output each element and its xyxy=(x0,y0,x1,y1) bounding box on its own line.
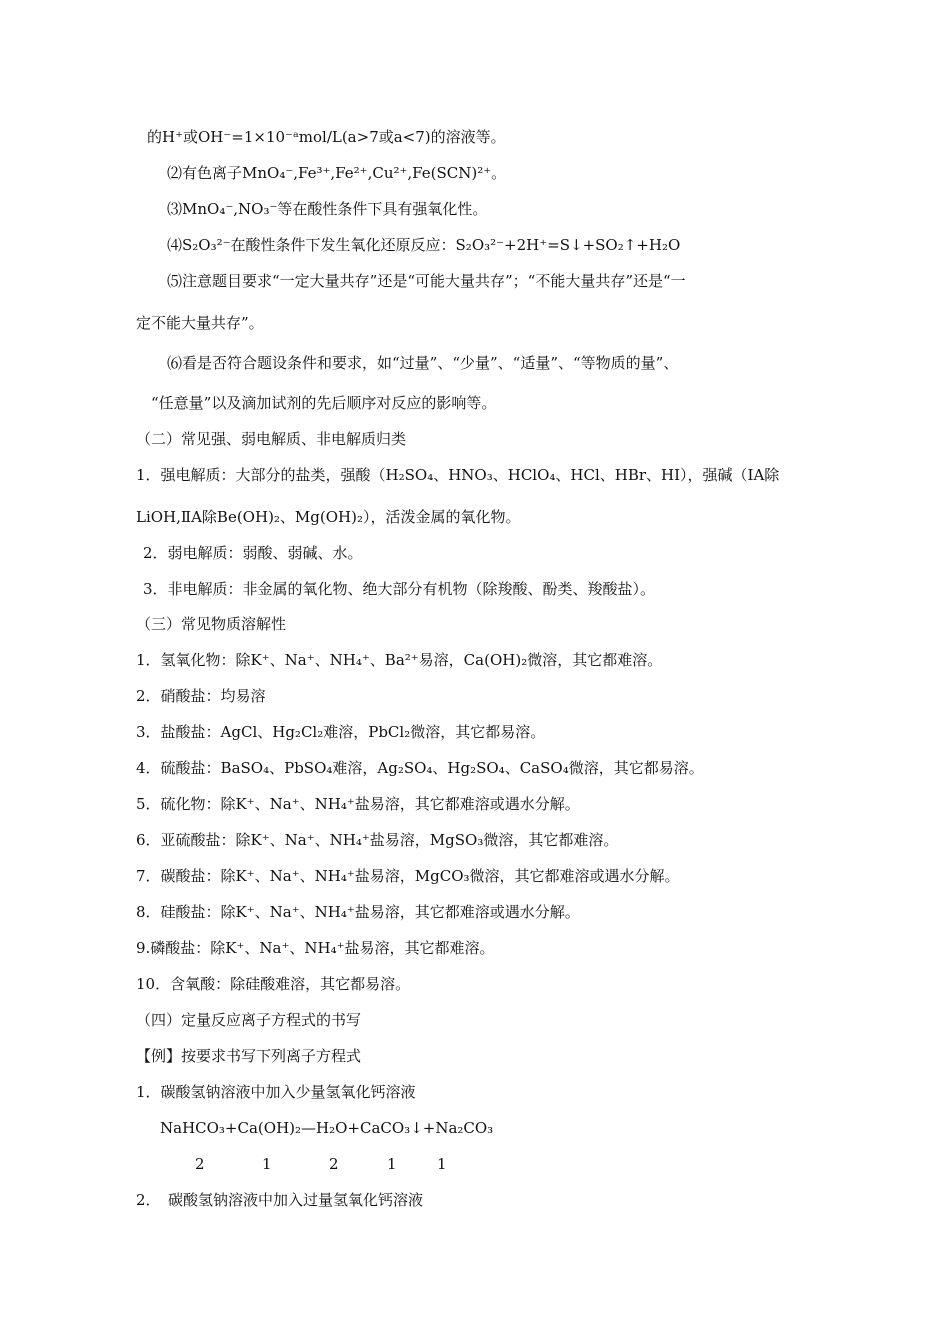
text-line-case-2: 2． 碳酸氢钠溶液中加入过量氢氧化钙溶液 xyxy=(136,1191,424,1209)
text-line-nitrate: 2．硝酸盐：均易溶 xyxy=(136,687,266,705)
text-line-carbonate: 7．碳酸盐：除K⁺、Na⁺、NH₄⁺盐易溶，MgCO₃微溶，其它都难溶或遇水分解。 xyxy=(136,867,680,885)
section-heading-electrolytes: （二）常见强、弱电解质、非电解质归类 xyxy=(136,430,407,448)
text-line-weak: 2．弱电解质：弱酸、弱碱、水。 xyxy=(143,544,363,562)
text-line-case-1: 1．碳酸氢钠溶液中加入少量氢氧化钙溶液 xyxy=(136,1083,416,1101)
coefficient-1: 2 xyxy=(195,1155,205,1173)
text-line-strong-a: 1．强电解质：大部分的盐类，强酸（H₂SO₄、HNO₃、HClO₄、HCl、HBr、HI），强碱（ⅠA除 xyxy=(136,466,780,484)
text-line-note-6b: “任意量”以及滴加试剂的先后顺序对反应的影响等。 xyxy=(151,394,497,412)
text-line-thiosulfate: ⑷S₂O₃²⁻在酸性条件下发生氧化还原反应：S₂O₃²⁻+2H⁺=S↓+SO₂↑+H₂O xyxy=(167,236,681,254)
text-line-note-6a: ⑹看是否符合题设条件和要求，如“过量”、“少量”、“适量”、“等物质的量”、 xyxy=(167,354,679,372)
text-line-ph-condition: 的H⁺或OH⁻=1×10⁻ᵃmol/L(a>7或a<7)的溶液等。 xyxy=(147,128,506,146)
text-line-silicate: 8．硅酸盐：除K⁺、Na⁺、NH₄⁺盐易溶，其它都难溶或遇水分解。 xyxy=(136,903,580,921)
coefficient-4: 1 xyxy=(387,1155,397,1173)
text-line-example: 【例】按要求书写下列离子方程式 xyxy=(136,1047,362,1065)
text-line-equation: NaHCO₃+Ca(OH)₂—H₂O+CaCO₃↓+Na₂CO₃ xyxy=(160,1119,494,1137)
text-line-oxidizing: ⑶MnO₄⁻,NO₃⁻等在酸性条件下具有强氧化性。 xyxy=(167,200,488,218)
section-heading-equations: （四）定量反应离子方程式的书写 xyxy=(136,1011,362,1029)
coefficient-3: 2 xyxy=(329,1155,339,1173)
text-line-colored-ions: ⑵有色离子MnO₄⁻,Fe³⁺,Fe²⁺,Cu²⁺,Fe(SCN)²⁺。 xyxy=(167,164,507,182)
text-line-sulfate: 4．硫酸盐：BaSO₄、PbSO₄难溶，Ag₂SO₄、Hg₂SO₄、CaSO₄微溶，其它都易溶。 xyxy=(136,759,704,777)
text-line-note-5b: 定不能大量共存”。 xyxy=(136,314,264,332)
section-heading-solubility: （三）常见物质溶解性 xyxy=(136,615,287,633)
text-line-chloride: 3．盐酸盐：AgCl、Hg₂Cl₂难溶，PbCl₂微溶，其它都易溶。 xyxy=(136,723,546,741)
text-line-non: 3．非电解质：非金属的氧化物、绝大部分有机物（除羧酸、酚类、羧酸盐）。 xyxy=(143,580,656,598)
text-line-sulfite: 6．亚硫酸盐：除K⁺、Na⁺、NH₄⁺盐易溶，MgSO₃微溶，其它都难溶。 xyxy=(136,831,619,849)
text-line-oxyacid: 10．含氧酸：除硅酸难溶，其它都易溶。 xyxy=(136,975,411,993)
text-line-strong-b: LiOH,ⅡA除Be(OH)₂、Mg(OH)₂），活泼金属的氧化物。 xyxy=(136,508,521,526)
text-line-note-5a: ⑸注意题目要求“一定大量共存”还是“可能大量共存”；“不能大量共存”还是“一 xyxy=(167,272,686,290)
coefficient-5: 1 xyxy=(437,1155,447,1173)
text-line-phosphate: 9.磷酸盐：除K⁺、Na⁺、NH₄⁺盐易溶，其它都难溶。 xyxy=(136,939,495,957)
text-line-sulfide: 5．硫化物：除K⁺、Na⁺、NH₄⁺盐易溶，其它都难溶或遇水分解。 xyxy=(136,795,580,813)
coefficient-2: 1 xyxy=(262,1155,272,1173)
text-line-hydroxide: 1．氢氧化物：除K⁺、Na⁺、NH₄⁺、Ba²⁺易溶，Ca(OH)₂微溶，其它都难溶。 xyxy=(136,651,663,669)
